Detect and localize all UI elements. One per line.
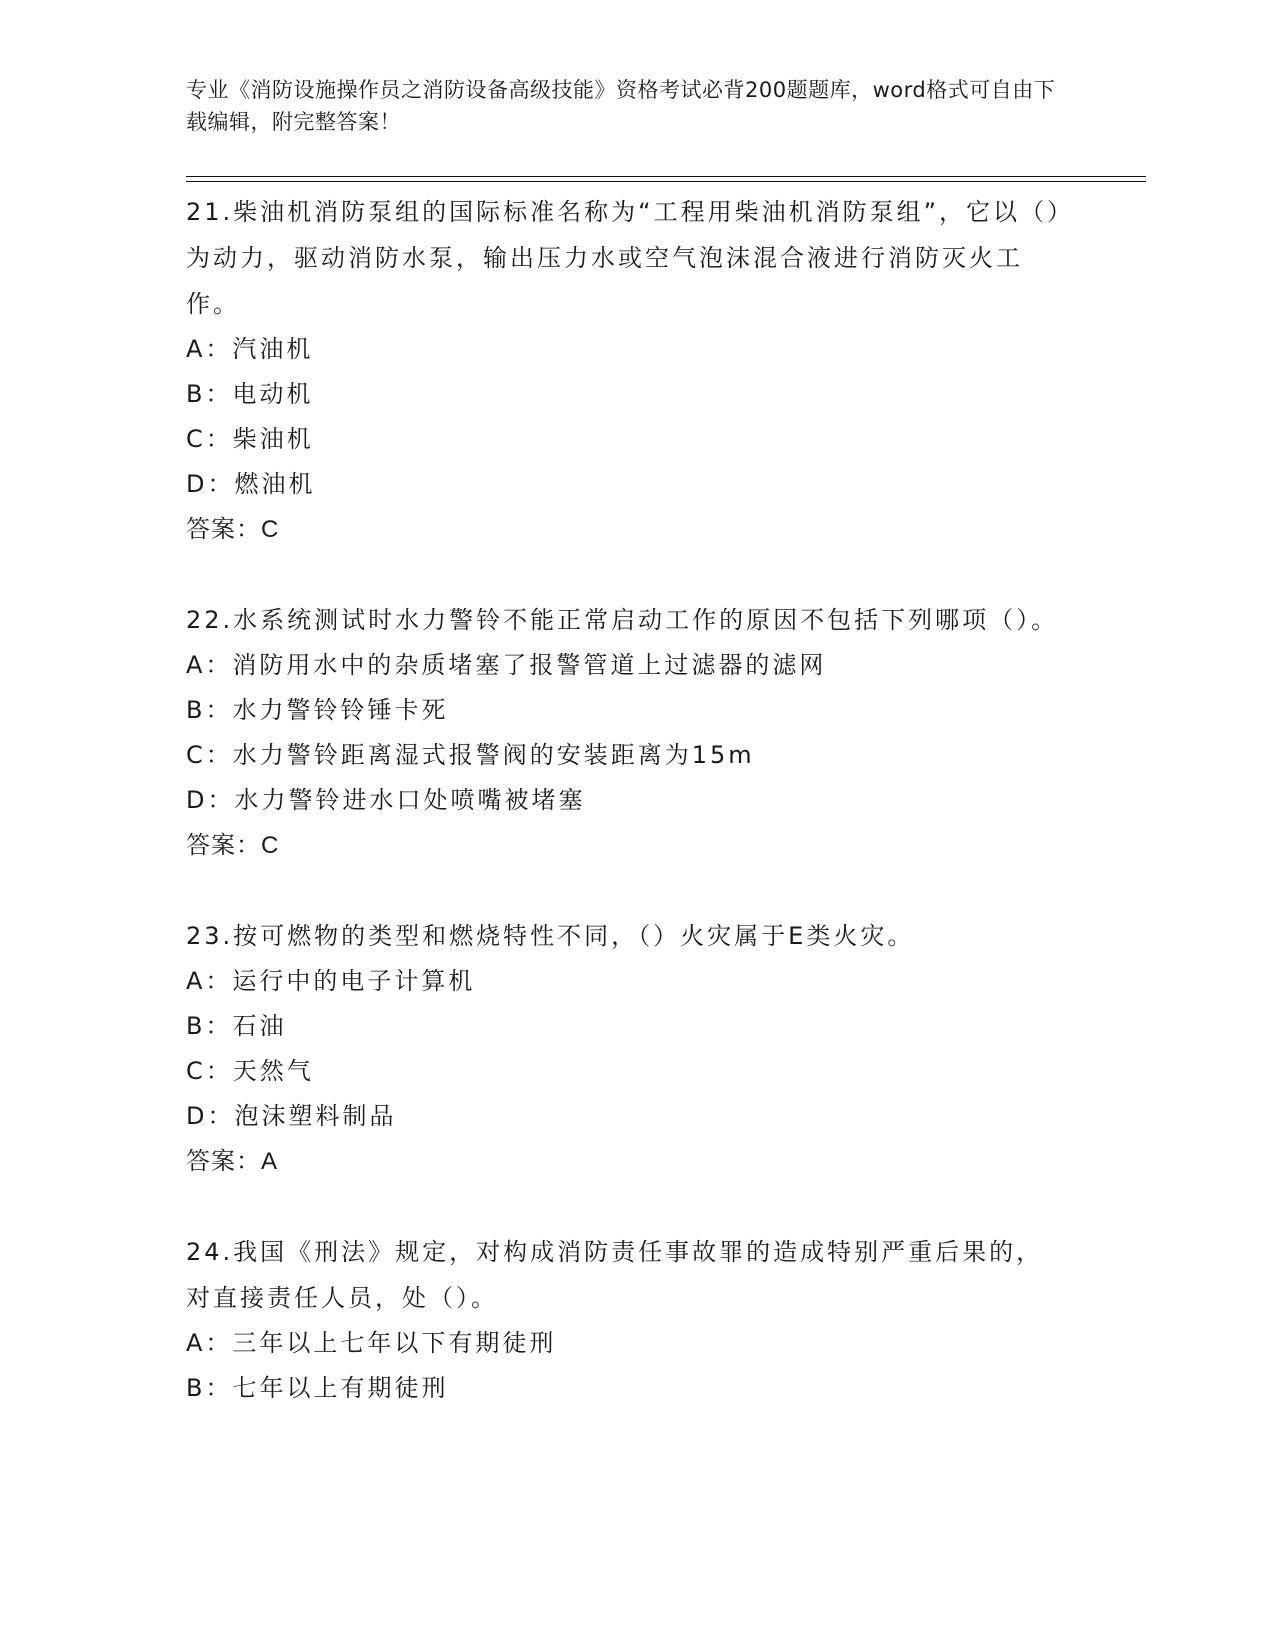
option-d: D：水力警铃进水口处喷嘴被堵塞 [186,786,586,814]
question-21 [186,189,1066,552]
header-divider-second-line [186,181,1146,182]
option-a: A：运行中的电子计算机 [186,967,476,995]
question-stem: 21.柴油机消防泵组的国际标准名称为“工程用柴油机消防泵组”，它以（）为动力，驱动消防水泵，输出压力水或空气泡沫混合液进行消防灭火工作。 [186,198,1063,318]
answer: 答案：C [186,832,280,859]
option-b: B：电动机 [186,380,314,408]
question-23 [186,913,1066,1184]
option-a: A：汽油机 [186,335,314,363]
answer: 答案：A [186,1148,279,1175]
option-d: D：燃油机 [186,470,316,498]
question-stem: 24.我国《刑法》规定，对构成消防责任事故罪的造成特别严重后果的，对直接责任人员，处（）。 [186,1238,1044,1312]
option-d: D：泡沫塑料制品 [186,1102,397,1130]
answer: 答案：C [186,516,280,543]
option-c: C：天然气 [186,1057,314,1085]
option-c: C：柴油机 [186,425,314,453]
option-a: A：三年以上七年以下有期徒刑 [186,1329,557,1357]
header-divider [186,176,1146,177]
option-c: C：水力警铃距离湿式报警阀的安装距离为15m [186,741,755,769]
question-stem: 22.水系统测试时水力警铃不能正常启动工作的原因不包括下列哪项（）。 [186,606,1059,634]
option-b: B：七年以上有期徒刑 [186,1374,449,1402]
option-b: B：水力警铃铃锤卡死 [186,696,449,724]
option-b: B：石油 [186,1012,287,1040]
question-stem: 23.按可燃物的类型和燃烧特性不同，（）火灾属于E类火灾。 [186,922,915,950]
option-a: A：消防用水中的杂质堵塞了报警管道上过滤器的滤网 [186,651,827,679]
question-list [186,189,1066,1411]
question-24 [186,1229,1066,1411]
document-header: 专业《消防设施操作员之消防设备高级技能》资格考试必背200题题库，word格式可自由下载编辑，附完整答案！ [186,78,1056,134]
question-22 [186,597,1066,868]
